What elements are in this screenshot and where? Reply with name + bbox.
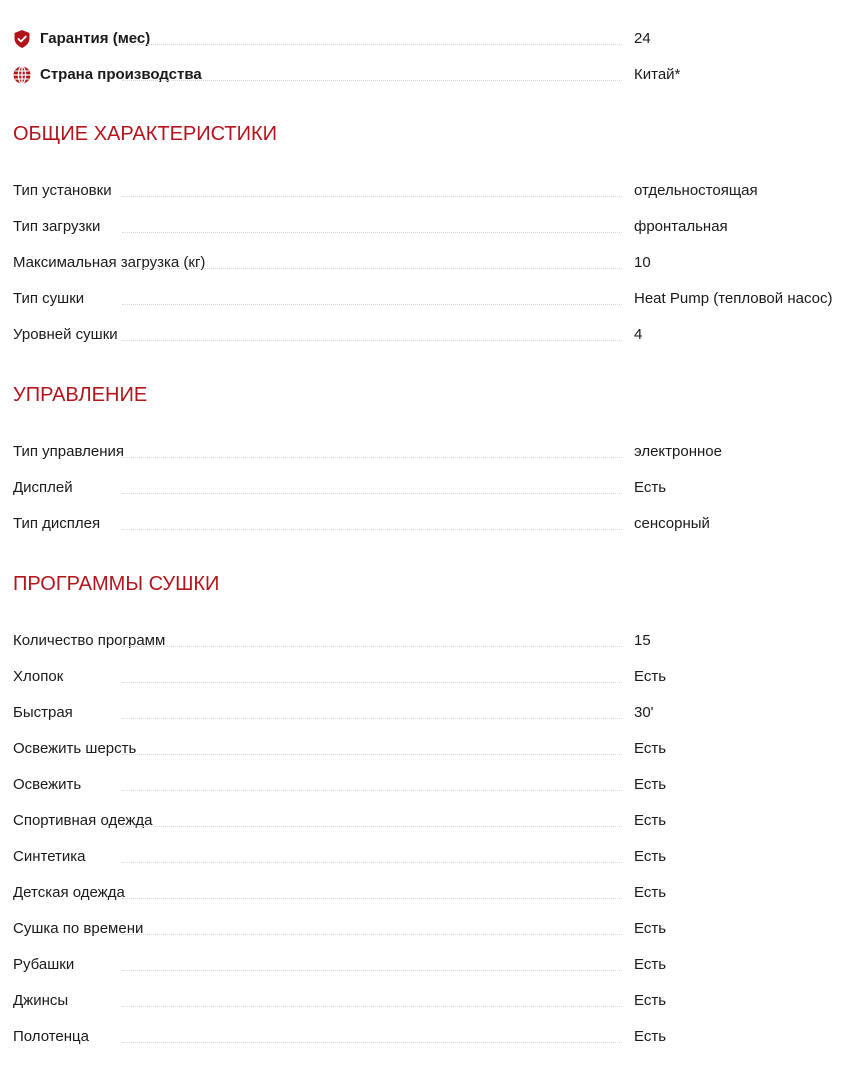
spec-row bbox=[13, 970, 850, 1009]
spec-value: сенсорный bbox=[634, 515, 710, 532]
spec-row-country bbox=[13, 44, 850, 83]
spec-label: Максимальная загрузка (кг) bbox=[13, 254, 206, 271]
spec-value: 24 bbox=[634, 30, 651, 47]
spec-value: 15 bbox=[634, 632, 651, 649]
spec-row bbox=[13, 610, 850, 649]
section-controls bbox=[13, 421, 850, 532]
spec-value: Есть bbox=[634, 956, 667, 973]
section-title-controls: УПРАВЛЕНИЕ bbox=[13, 384, 148, 406]
globe-icon bbox=[13, 66, 31, 84]
spec-label: Детская одежда bbox=[13, 884, 125, 901]
spec-value: 4 bbox=[634, 326, 643, 343]
spec-label: Тип загрузки bbox=[13, 218, 101, 235]
spec-row-warranty bbox=[13, 8, 850, 47]
spec-value: Есть bbox=[634, 479, 667, 496]
spec-label: Тип управления bbox=[13, 443, 124, 460]
spec-label: Гарантия (мес) bbox=[40, 30, 151, 47]
spec-value: Китай* bbox=[634, 66, 681, 83]
dotted-leader bbox=[122, 80, 622, 81]
spec-row bbox=[13, 790, 850, 829]
spec-label: Спортивная одежда bbox=[13, 812, 153, 829]
spec-value: Есть bbox=[634, 776, 667, 793]
spec-value: отдельностоящая bbox=[634, 182, 758, 199]
spec-label: Количество программ bbox=[13, 632, 166, 649]
spec-label: Освежить bbox=[13, 776, 82, 793]
spec-label: Уровней сушки bbox=[13, 326, 118, 343]
spec-value: Есть bbox=[634, 1028, 667, 1045]
spec-label: Сушка по времени bbox=[13, 920, 144, 937]
spec-row bbox=[13, 682, 850, 721]
spec-row bbox=[13, 232, 850, 271]
spec-row bbox=[13, 268, 850, 307]
section-programs bbox=[13, 610, 850, 1045]
spec-value: Есть bbox=[634, 848, 667, 865]
spec-value: Есть bbox=[634, 668, 667, 685]
spec-row bbox=[13, 1006, 850, 1045]
spec-label: Синтетика bbox=[13, 848, 86, 865]
spec-label: Тип дисплея bbox=[13, 515, 101, 532]
spec-label: Освежить шерсть bbox=[13, 740, 137, 757]
spec-label: Дисплей bbox=[13, 479, 73, 496]
spec-value: Есть bbox=[634, 884, 667, 901]
spec-row bbox=[13, 934, 850, 973]
spec-value: Есть bbox=[634, 920, 667, 937]
spec-value: Heat Pump (тепловой насос) bbox=[634, 290, 833, 307]
spec-row bbox=[13, 421, 850, 460]
spec-label: Тип сушки bbox=[13, 290, 85, 307]
spec-row bbox=[13, 862, 850, 901]
spec-row bbox=[13, 160, 850, 199]
section-title-general: ОБЩИЕ ХАРАКТЕРИСТИКИ bbox=[13, 123, 278, 145]
spec-row bbox=[13, 898, 850, 937]
spec-label: Полотенца bbox=[13, 1028, 89, 1045]
spec-row bbox=[13, 493, 850, 532]
spec-label: Тип установки bbox=[13, 182, 112, 199]
spec-label: Рубашки bbox=[13, 956, 75, 973]
spec-row bbox=[13, 304, 850, 343]
spec-value: Есть bbox=[634, 812, 667, 829]
spec-label: Страна производства bbox=[40, 66, 202, 83]
dotted-leader bbox=[122, 529, 622, 530]
spec-label: Джинсы bbox=[13, 992, 69, 1009]
spec-value: электронное bbox=[634, 443, 722, 460]
section-title-programs: ПРОГРАММЫ СУШКИ bbox=[13, 573, 220, 595]
spec-value: фронтальная bbox=[634, 218, 728, 235]
spec-value: Есть bbox=[634, 992, 667, 1009]
spec-label: Быстрая bbox=[13, 704, 73, 721]
dotted-leader bbox=[122, 340, 622, 341]
spec-value: 30' bbox=[634, 704, 654, 721]
spec-row bbox=[13, 718, 850, 757]
spec-value: 10 bbox=[634, 254, 651, 271]
section-general bbox=[13, 160, 850, 343]
spec-row bbox=[13, 646, 850, 685]
dotted-leader bbox=[122, 1042, 622, 1043]
spec-row bbox=[13, 826, 850, 865]
spec-row bbox=[13, 754, 850, 793]
spec-label: Хлопок bbox=[13, 668, 64, 685]
spec-row bbox=[13, 457, 850, 496]
key-specs bbox=[13, 8, 850, 83]
spec-row bbox=[13, 196, 850, 235]
spec-value: Есть bbox=[634, 740, 667, 757]
